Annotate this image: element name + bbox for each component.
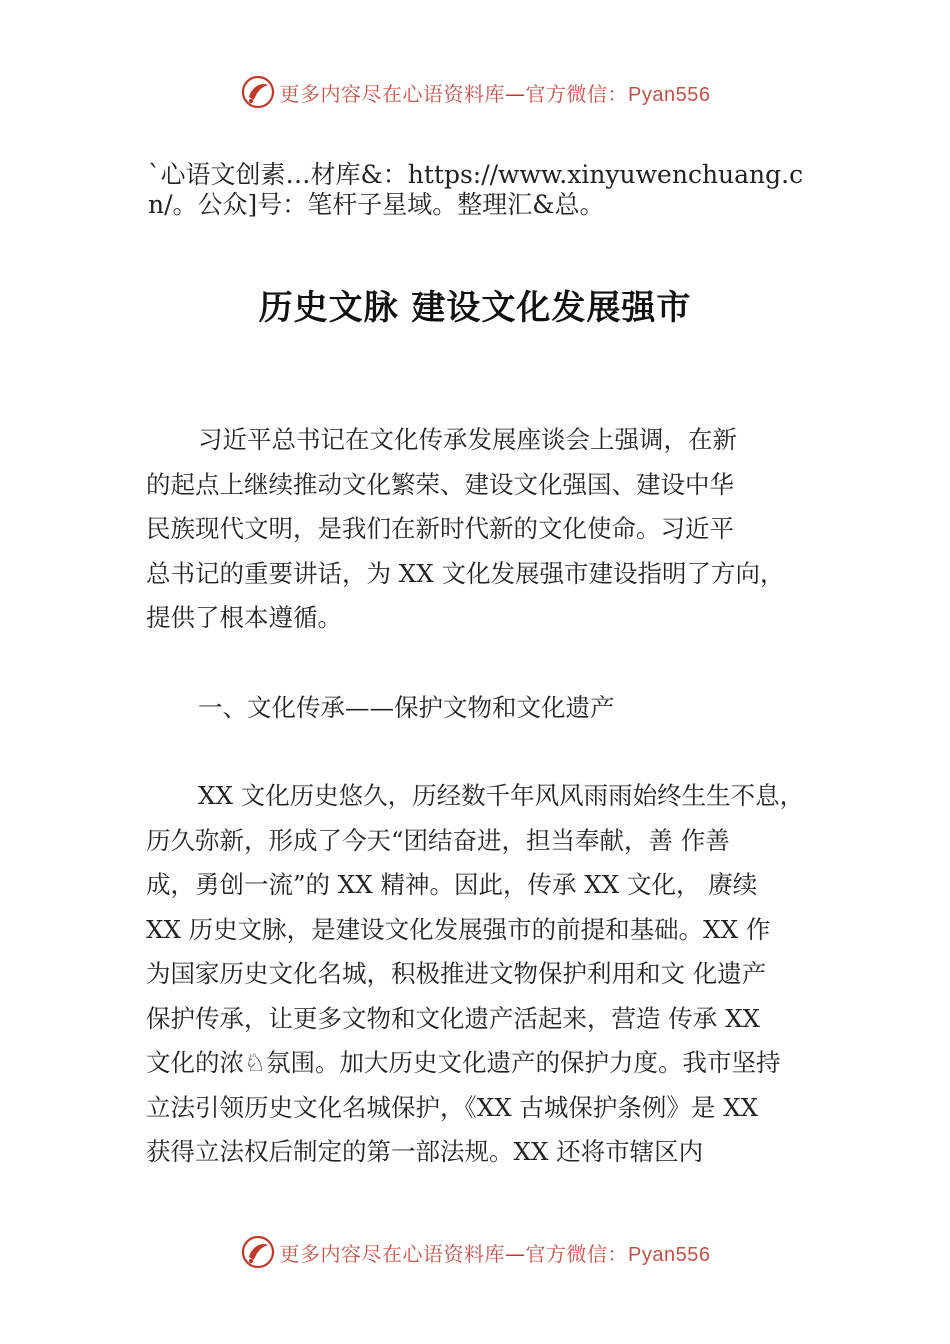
banner-separator: — (505, 81, 526, 106)
section-heading (146, 686, 836, 731)
banner-promo-text: 更多内容尽在心语资料库 (279, 81, 506, 106)
paragraph-line: 立法引领历史文化名城保护，《XX 古城保护条例》是 XX (146, 1092, 759, 1122)
paragraph-line: 为国家历史文化名城，积极推进文物保护利用和文 化遗产 (146, 959, 767, 988)
paragraph-line: 保护传承，让更多文物和文化遗产活起来，营造 传承 XX (146, 1003, 760, 1033)
banner-wechat-id: Pyan556 (628, 1243, 711, 1266)
paragraph-line: 历久弥新，形成了今天“团结奋进，担当奉献，善 作善 (146, 825, 730, 855)
paragraph-line: 总书记的重要讲话，为 XX 文化发展强市建设指明了方向， (146, 558, 785, 588)
paragraph-intro (146, 418, 836, 641)
document-title: 历史文脉 建设文化发展强市 (258, 288, 692, 328)
banner-wechat-label: 官方微信： (525, 1241, 629, 1266)
footer-banner (0, 1230, 950, 1274)
paragraph-line: 习近平总书记在文化传承发展座谈会上强调，在新 (198, 425, 737, 454)
paragraph-line: 民族现代文明，是我们在新时代新的文化使命。习近平 (146, 514, 734, 543)
paragraph-line: 成，勇创一流”的 XX 精神。因此，传承 XX 文化， 赓续 (146, 870, 758, 899)
paragraph-line: XX 文化历史悠久，历经数千年风风雨雨始终生生不息， (198, 781, 805, 810)
paragraph-line: 的起点上继续推动文化繁荣、建设文化强国、建设中华 (146, 469, 734, 499)
paragraph-line: 获得立法权后制定的第一部法规。XX 还将市辖区内 (146, 1137, 704, 1166)
source-note: `心语文创素…材库&：https://www.xinyuwenchuang.cn/。公众]号：笔杆子星域。整理汇&总。 (148, 160, 804, 219)
xinyu-logo-icon (240, 1234, 276, 1270)
paragraph-heritage (146, 774, 836, 1175)
banner-wechat-label: 官方微信： (525, 81, 629, 106)
banner-separator: — (505, 1241, 526, 1266)
paragraph-line: XX 历史文脉，是建设文化发展强市的前提和基础。XX 作 (146, 914, 771, 944)
paragraph-line: 文化的浓♘氛围。加大历史文化遗产的保护力度。我市坚持 (146, 1048, 781, 1077)
header-banner (0, 70, 950, 114)
banner-promo-text: 更多内容尽在心语资料库 (279, 1241, 506, 1266)
banner-wechat-id: Pyan556 (628, 83, 711, 106)
paragraph-line: 提供了根本遵循。 (146, 603, 342, 632)
section-heading-text: 一、文化传承——保护文物和文化遗产 (198, 693, 615, 722)
xinyu-logo-icon (240, 74, 276, 110)
